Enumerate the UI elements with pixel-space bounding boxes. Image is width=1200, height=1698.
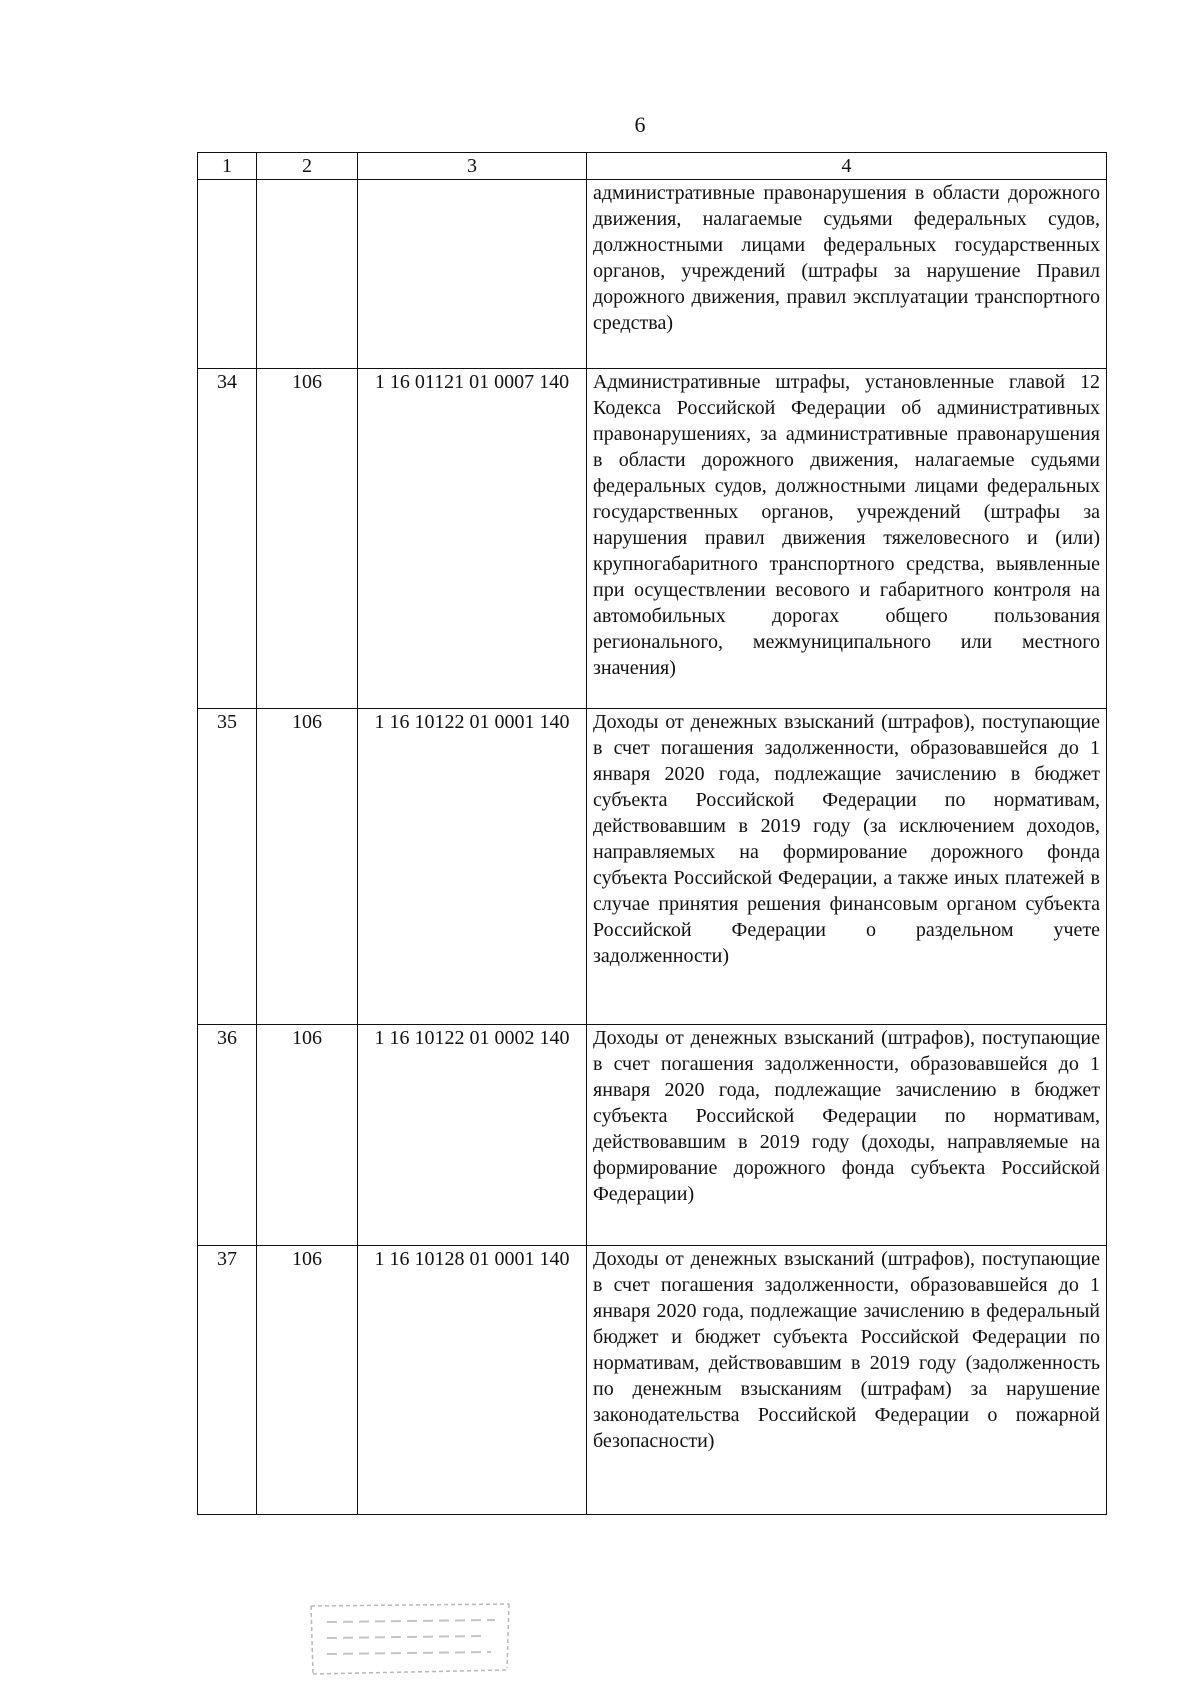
- revenue-description-cell: Доходы от денежных взысканий (штрафов), поступающие в счет погашения задолженности, образовавшейся до 1 января 2020 года, подлежащие зачислению в бюджет субъекта Российской Федерации по нормативам, действовавшим в 2019 году (за исключением доходов, направляемых на формирование дорожного фонда субъекта Российской Федерации, а также иных платежей в случае принятия решения финансовым органом субъекта Российской Федерации о раздельном учете задолженности): [587, 709, 1107, 1025]
- revenue-description-cell: Доходы от денежных взысканий (штрафов), поступающие в счет погашения задолженности, образовавшейся до 1 января 2020 года, подлежащие зачислению в бюджет субъекта Российской Федерации по нормативам, действовавшим в 2019 году (доходы, направляемые на формирование дорожного фонда субъекта Российской Федерации): [587, 1025, 1107, 1246]
- row-number-cell: [198, 180, 257, 369]
- administrator-code-cell: 106: [257, 1025, 358, 1246]
- column-header-1: 1: [198, 153, 257, 180]
- administrator-code-cell: 106: [257, 1246, 358, 1515]
- revenue-description-cell: Административные штрафы, установленные главой 12 Кодекса Российской Федерации об административных правонарушениях, за административные правонарушения в области дорожного движения, налагаемые судьями федеральных судов, должностными лицами федеральных государственных органов, учреждений (штрафы за нарушения правил движения тяжеловесного и (или) крупногабаритного транспортного средства, выявленные при осуществлении весового и габаритного контроля на автомобильных дорогах общего пользования регионального, межмуниципального или местного значения): [587, 369, 1107, 709]
- row-number-cell: 37: [198, 1246, 257, 1515]
- administrator-code-cell: 106: [257, 369, 358, 709]
- page-number: 6: [634, 112, 646, 137]
- revenue-codes-table: [197, 152, 1107, 1515]
- table-row: [198, 709, 1107, 1025]
- administrator-code-cell: 106: [257, 709, 358, 1025]
- row-number-cell: 36: [198, 1025, 257, 1246]
- column-header-2: 2: [257, 153, 358, 180]
- revenue-code-cell: 1 16 10128 01 0001 140: [358, 1246, 587, 1515]
- administrator-code-cell: [257, 180, 358, 369]
- column-header-4: 4: [587, 153, 1107, 180]
- revenue-code-cell: 1 16 01121 01 0007 140: [358, 369, 587, 709]
- row-number-cell: 35: [198, 709, 257, 1025]
- table-row: [198, 1246, 1107, 1515]
- faded-stamp-mark: [305, 1598, 515, 1678]
- table-row: [198, 1025, 1107, 1246]
- column-header-3: 3: [358, 153, 587, 180]
- revenue-code-cell: 1 16 10122 01 0002 140: [358, 1025, 587, 1246]
- revenue-description-cell: административные правонарушения в области дорожного движения, налагаемые судьями федеральных судов, должностными лицами федеральных государственных органов, учреждений (штрафы за нарушение Правил дорожного движения, правил эксплуатации транспортного средства): [587, 180, 1107, 369]
- revenue-code-cell: [358, 180, 587, 369]
- table-row-continuation: [198, 180, 1107, 369]
- row-number-cell: 34: [198, 369, 257, 709]
- revenue-description-cell: Доходы от денежных взысканий (штрафов), поступающие в счет погашения задолженности, образовавшейся до 1 января 2020 года, подлежащие зачислению в федеральный бюджет и бюджет субъекта Российской Федерации по нормативам, действовавшим в 2019 году (задолженность по денежным взысканиям (штрафам) за нарушение законодательства Российской Федерации о пожарной безопасности): [587, 1246, 1107, 1515]
- table-row: [198, 369, 1107, 709]
- table-header-row: [198, 153, 1107, 180]
- revenue-code-cell: 1 16 10122 01 0001 140: [358, 709, 587, 1025]
